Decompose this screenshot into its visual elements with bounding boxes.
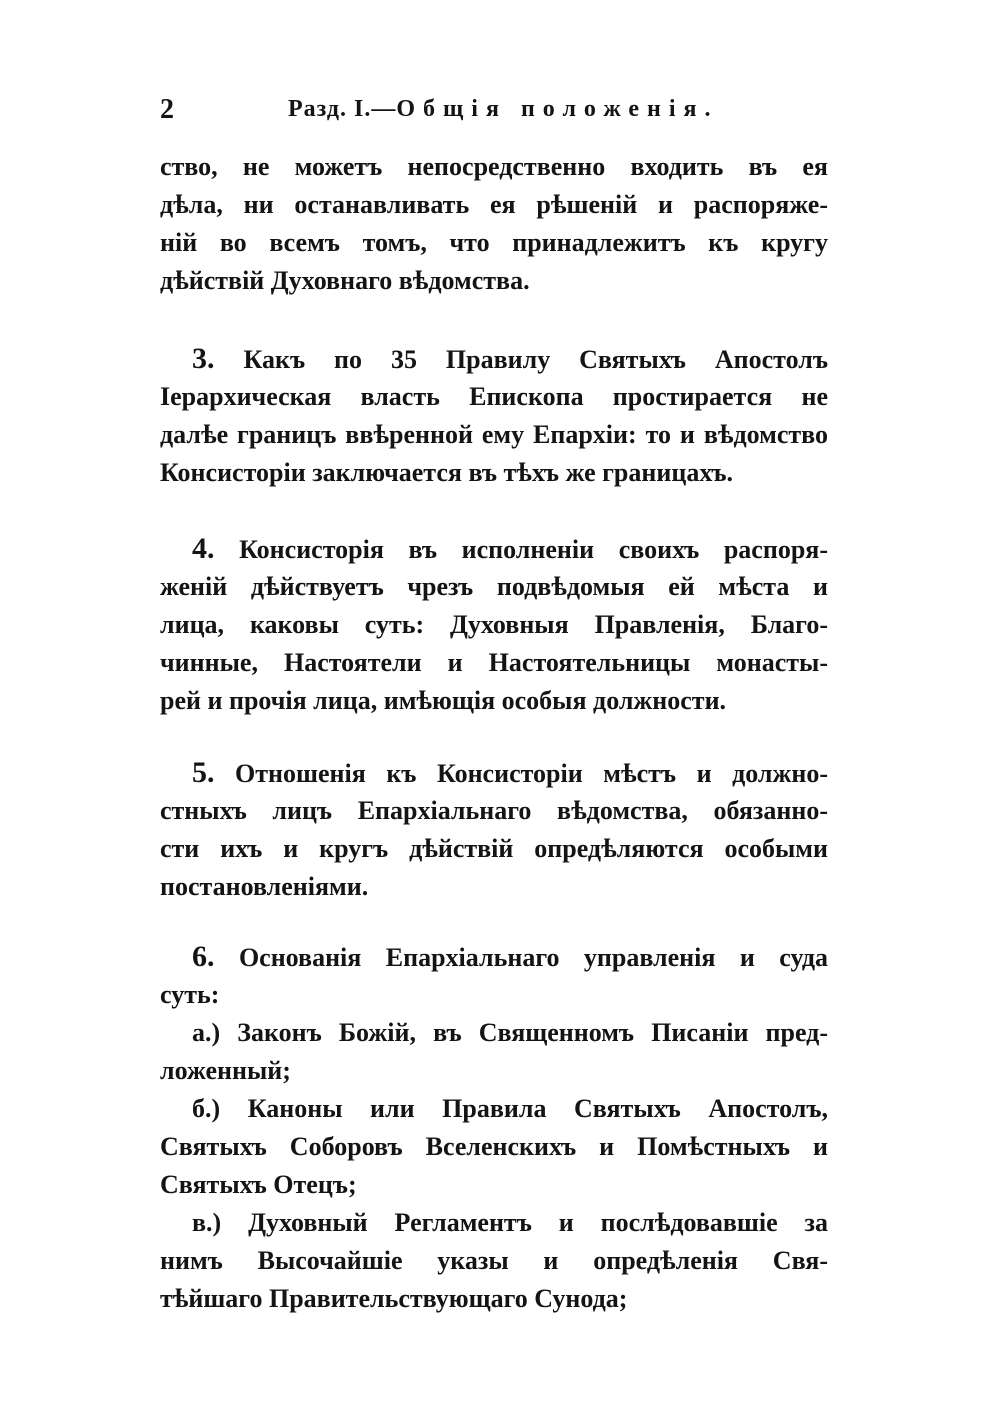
text-line: постановленіями. [160,872,369,901]
text-line: Іерархическая власть Епископа простирается не [160,382,828,411]
text-line [160,530,828,568]
text-line: Консисторіи заключается въ тѣхъ же границахъ. [160,458,734,487]
paragraph-5 [160,754,828,906]
text-line: нимъ Высочайшіе указы и опредѣленія Свя- [160,1246,828,1275]
text-line: далѣе границъ ввѣренной ему Епархіи: то и вѣдомство [160,420,828,449]
page-number: 2 [160,94,174,125]
paragraph-number: 3. [192,342,215,375]
list-item-c: в.) Духовный Регламентъ и послѣдовавшіе за [192,1208,828,1237]
text-line [160,754,828,792]
list-item-a: а.) Законъ Божій, въ Священномъ Писаніи пред- [192,1018,828,1047]
paragraph-continued [160,148,828,300]
text-line: стныхъ лицъ Епархіальнаго вѣдомства, обязанно- [160,796,828,825]
section-label: Разд. I.— [288,96,397,122]
text-line: женій дѣйствуетъ чрезъ подвѣдомыя ей мѣста и [160,572,828,601]
text-line: суть: [160,980,220,1009]
text-line: сти ихъ и кругъ дѣйствій опредѣляются особыми [160,834,828,863]
text-line [160,938,828,976]
text-line: тѣйшаго Правительствующаго Сунода; [160,1284,628,1313]
text-span: Отношенія къ Консисторіи мѣстъ и должно- [235,759,828,788]
text-line: дѣла, ни останавливать ея рѣшеній и распоряже- [160,190,828,219]
paragraph-number: 4. [192,532,215,565]
text-line [160,340,828,378]
text-span: Какъ по 35 Правилу Святыхъ Апостолъ [243,345,828,374]
paragraph-3 [160,340,828,492]
paragraph-number: 6. [192,940,215,973]
list-item-b: б.) Каноны или Правила Святыхъ Апостолъ, [192,1094,828,1123]
paragraph-4 [160,530,828,720]
text-line: дѣйствій Духовнаго вѣдомства. [160,266,530,295]
text-line: ложенный; [160,1056,291,1085]
text-line: ство, не можетъ непосредственно входить въ ея [160,152,828,181]
text-line: чинные, Настоятели и Настоятельницы монасты- [160,648,828,677]
text-line: Святыхъ Отецъ; [160,1170,357,1199]
section-title: Общія положенія. [396,96,719,122]
text-span: Консисторія въ исполненіи своихъ распоря- [239,535,829,564]
text-line: ній во всемъ томъ, что принадлежитъ къ кругу [160,228,828,257]
text-line: рей и прочія лица, имѣющія особыя должности. [160,686,727,715]
text-line: лица, каковы суть: Духовныя Правленія, Благо- [160,610,828,639]
running-header [160,94,720,134]
running-head [288,96,719,123]
paragraph-number: 5. [192,756,215,789]
paragraph-6 [160,938,828,1318]
text-span: Основанія Епархіальнаго управленія и суда [238,943,828,972]
text-line: Святыхъ Соборовъ Вселенскихъ и Помѣстныхъ и [160,1132,828,1161]
